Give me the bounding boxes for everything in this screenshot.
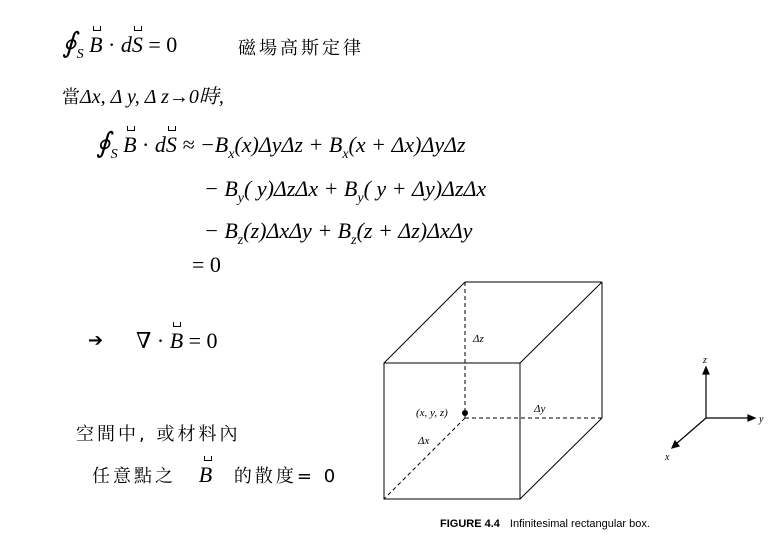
label-dy: Δy: [534, 403, 546, 415]
divergence-rhs: = 0: [188, 328, 218, 353]
vector-b: B: [89, 32, 103, 57]
vector-b-divergence: B: [169, 328, 184, 353]
axis-y-label: y: [759, 414, 764, 425]
rectangular-box-figure: [370, 270, 780, 530]
figure-caption-text: Infinitesimal rectangular box.: [509, 518, 650, 530]
implies-arrow: ➔: [88, 330, 104, 351]
condition-text: Δx, Δ y, Δ z→0時,: [80, 86, 224, 108]
axis-x-label: x: [665, 452, 670, 463]
label-dx: Δx: [418, 435, 430, 447]
expansion-line-2: − $B_y$( $y)\Delta z\Delta x + B_y$( y + Δy)ΔzΔx: [204, 176, 487, 206]
expansion-integral-sub: S: [110, 147, 118, 162]
note-line-2: 任意點之 B 的散度= 0: [92, 462, 339, 487]
corner-point: [462, 410, 468, 416]
gauss-law-integral-sub: S: [76, 47, 84, 62]
label-point: (x, y, z): [416, 407, 448, 419]
expansion-line-1: $∮_S$ B · dS ≈ $-B_x(x)\Delta y\Delta z + B_x(x + \Delta x)\Delta y\Delta z$: [96, 128, 466, 162]
condition-prefix: 當: [62, 87, 80, 108]
label-dz: Δz: [473, 333, 484, 345]
gauss-law-rhs: = 0: [148, 32, 178, 57]
limit-condition: [62, 80, 224, 109]
cube-solid-edges: [384, 282, 602, 499]
vector-b-note: B: [198, 462, 216, 487]
figure-number: FIGURE 4.4: [440, 518, 500, 530]
expansion-line-4: = 0: [192, 252, 221, 277]
coordinate-axes: [672, 367, 755, 448]
gauss-law-equation: $∮_S$ B · dS = 0: [62, 28, 178, 62]
note-line-1: 空間中, 或材料內: [76, 424, 241, 445]
vector-s: S: [131, 32, 143, 57]
expansion-line-3: − $B_z(z)\Delta x\Delta y + B_z(z + \Delta z)\Delta x\Delta y$: [204, 218, 473, 248]
figure-caption: [440, 518, 650, 530]
law-title: 磁場高斯定律: [238, 38, 364, 59]
nabla-symbol: ∇ ·: [136, 328, 165, 353]
axis-z-label: z: [703, 355, 707, 366]
divergence-equation: [136, 328, 218, 354]
